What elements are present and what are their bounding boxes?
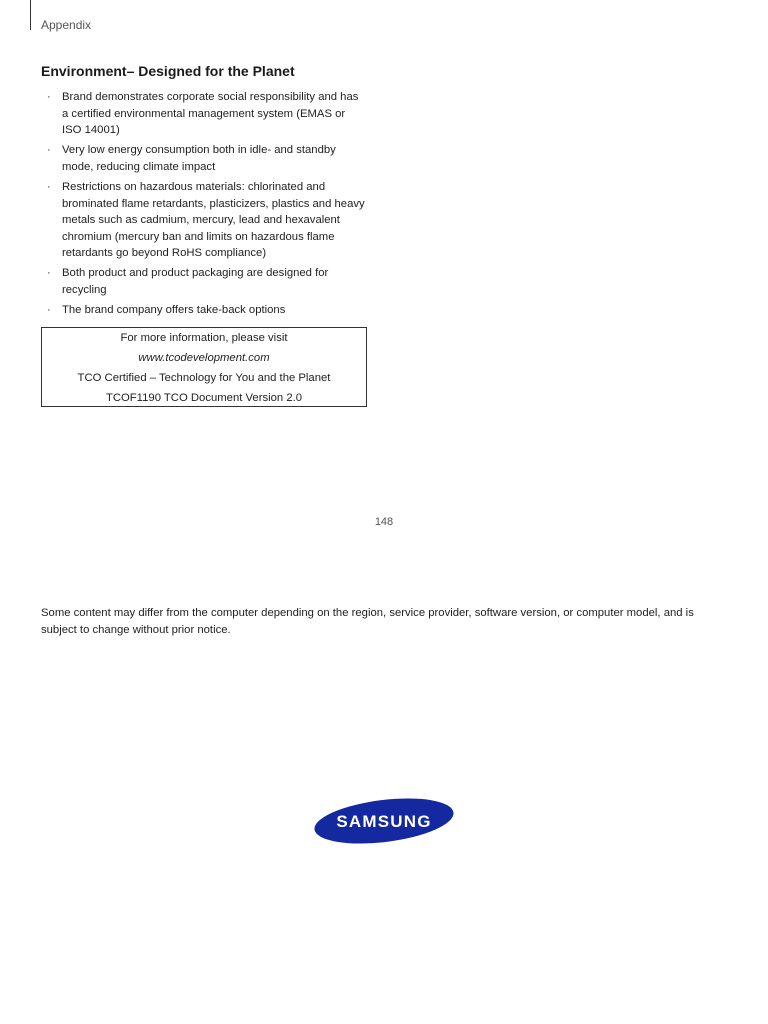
bullet-symbol: · xyxy=(47,144,51,157)
list-item-text: Restrictions on hazardous materials: chlorinated and brominated flame retardants, plasticizers, plastics and heavy metals such as cadmium, mercury, lead and hexavalent chromium (mercury ban and limits on hazardous flame retardants go beyond RoHS compliance) xyxy=(62,180,365,260)
logo-wordmark: SAMSUNG xyxy=(336,812,432,831)
info-box xyxy=(41,327,367,407)
page-number: 148 xyxy=(374,516,394,528)
list-item-text: Very low energy consumption both in idle- and standby mode, reducing climate impact xyxy=(62,144,336,173)
list-item-text: Both product and product packaging are designed for recycling xyxy=(62,267,329,297)
bullet-list xyxy=(41,89,366,322)
info-line: TCO Certified – Technology for You and the Planet xyxy=(77,372,331,384)
info-url-link[interactable]: www.tcodevelopment.com xyxy=(138,352,270,364)
info-line: For more information, please visit xyxy=(120,332,288,344)
list-item xyxy=(41,179,366,262)
section-heading: Environment– Designed for the Planet xyxy=(41,63,295,79)
list-item xyxy=(41,142,366,175)
bullet-symbol: · xyxy=(47,91,51,103)
disclaimer: Some content may differ from the computer depending on the region, service provider, software version, or computer model, and is subject to change without prior notice. xyxy=(41,607,694,636)
list-item-text: The brand company offers take-back options xyxy=(62,304,286,317)
info-line: TCOF1190 TCO Document Version 2.0 xyxy=(105,392,303,404)
bullet-symbol: · xyxy=(47,304,51,317)
bullet-symbol: · xyxy=(47,180,51,193)
list-item xyxy=(41,302,366,319)
bullet-symbol: · xyxy=(47,267,51,280)
list-item xyxy=(41,265,366,298)
section-label: Appendix xyxy=(41,18,92,32)
header-rule xyxy=(30,0,31,30)
list-item xyxy=(41,89,366,139)
list-item-text: Brand demonstrates corporate social responsibility and has a certified environmental management system (EMAS or ISO 14001) xyxy=(62,91,359,137)
samsung-logo xyxy=(313,796,455,846)
